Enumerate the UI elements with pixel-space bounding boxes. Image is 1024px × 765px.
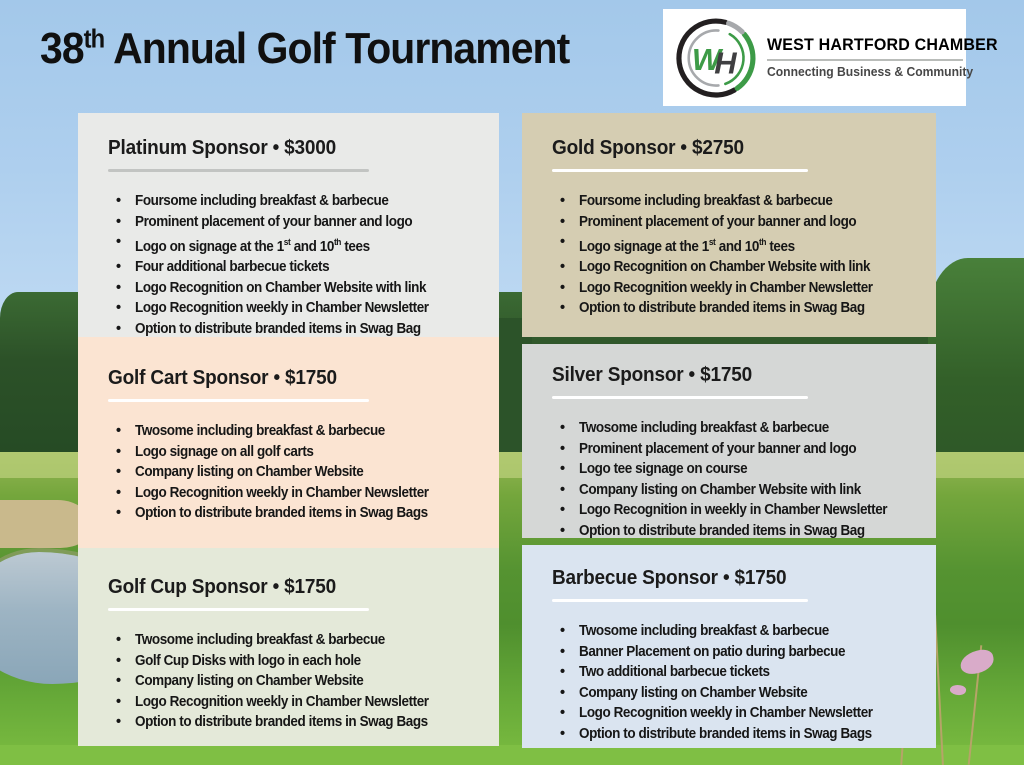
benefit-item: • Logo Recognition weekly in Chamber Newsletter: [110, 483, 471, 504]
card-divider: [108, 399, 369, 402]
benefit-item: • Foursome including breakfast & barbecue: [110, 191, 471, 212]
chamber-name: WEST HARTFORD CHAMBER: [767, 36, 998, 54]
logo-divider: [767, 59, 963, 61]
benefit-item: • Prominent placement of your banner and logo: [554, 439, 908, 460]
benefit-item: • Twosome including breakfast & barbecue: [110, 630, 471, 651]
benefit-item: • Logo tee signage on course: [554, 459, 908, 480]
benefit-item: • Two additional barbecue tickets: [554, 662, 908, 683]
sponsor-card: [78, 548, 499, 746]
benefit-item: • Logo on signage at the 1st and 10th tees: [110, 232, 471, 257]
benefit-list: [110, 191, 471, 339]
benefit-item: • Golf Cup Disks with logo in each hole: [110, 651, 471, 672]
benefit-list: [554, 621, 908, 744]
page-title: 38th Annual Golf Tournament: [40, 24, 570, 73]
card-divider: [108, 169, 369, 172]
sponsor-card-heading: Platinum Sponsor • $3000: [108, 137, 337, 159]
card-divider: [108, 608, 369, 611]
benefit-item: • Logo Recognition weekly in Chamber Newsletter: [554, 278, 908, 299]
benefit-item: • Option to distribute branded items in Swag Bag: [554, 521, 908, 542]
sponsor-card: [78, 113, 499, 337]
benefit-item: • Twosome including breakfast & barbecue: [110, 421, 471, 442]
wh-monogram-icon: [673, 15, 759, 101]
monogram-h: H: [714, 44, 737, 80]
benefit-item: • Logo Recognition weekly in Chamber Newsletter: [554, 703, 908, 724]
benefit-item: • Company listing on Chamber Website: [110, 671, 471, 692]
sponsor-card: [522, 344, 936, 538]
foreground-grass: [0, 745, 1024, 765]
sponsor-card: [522, 545, 936, 748]
sponsor-card-heading: Barbecue Sponsor • $1750: [552, 567, 787, 589]
monogram-w: W: [691, 41, 722, 77]
benefit-item: • Prominent placement of your banner and logo: [110, 212, 471, 233]
benefit-item: • Company listing on Chamber Website: [554, 683, 908, 704]
benefit-list: [554, 191, 908, 319]
benefit-item: • Company listing on Chamber Website with link: [554, 480, 908, 501]
chamber-logo: [663, 9, 998, 106]
benefit-item: • Logo Recognition weekly in Chamber Newsletter: [110, 298, 471, 319]
benefit-item: • Logo Recognition in weekly in Chamber Newsletter: [554, 500, 908, 521]
card-divider: [552, 599, 808, 602]
sponsor-card-heading: Silver Sponsor • $1750: [552, 364, 752, 386]
benefit-item: • Option to distribute branded items in Swag Bags: [554, 724, 908, 745]
benefit-item: • Banner Placement on patio during barbecue: [554, 642, 908, 663]
benefit-item: • Twosome including breakfast & barbecue: [554, 621, 908, 642]
sponsor-card: [78, 337, 499, 548]
sponsor-card: [522, 113, 936, 337]
benefit-item: • Option to distribute branded items in Swag Bags: [110, 712, 471, 733]
benefit-item: • Four additional barbecue tickets: [110, 257, 471, 278]
benefit-item: • Twosome including breakfast & barbecue: [554, 418, 908, 439]
benefit-item: • Option to distribute branded items in Swag Bag: [110, 319, 471, 340]
card-divider: [552, 396, 808, 399]
chamber-logo-text: [767, 36, 998, 79]
benefit-list: [110, 421, 471, 524]
benefit-item: • Logo Recognition weekly in Chamber Newsletter: [110, 692, 471, 713]
sponsor-card-heading: Golf Cart Sponsor • $1750: [108, 367, 337, 389]
chamber-tagline: Connecting Business & Community: [767, 65, 974, 79]
sponsor-card-heading: Golf Cup Sponsor • $1750: [108, 576, 337, 598]
benefit-list: [554, 418, 908, 541]
sponsor-card-heading: Gold Sponsor • $2750: [552, 137, 744, 159]
card-divider: [552, 169, 808, 172]
benefit-item: • Logo signage at the 1st and 10th tees: [554, 232, 908, 257]
benefit-item: • Prominent placement of your banner and logo: [554, 212, 908, 233]
benefit-item: • Foursome including breakfast & barbecue: [554, 191, 908, 212]
benefit-list: [110, 630, 471, 733]
benefit-item: • Logo Recognition on Chamber Website with link: [110, 278, 471, 299]
benefit-item: • Logo signage on all golf carts: [110, 442, 471, 463]
benefit-item: • Logo Recognition on Chamber Website with link: [554, 257, 908, 278]
benefit-item: • Option to distribute branded items in Swag Bags: [110, 503, 471, 524]
benefit-item: • Company listing on Chamber Website: [110, 462, 471, 483]
benefit-item: • Option to distribute branded items in Swag Bag: [554, 298, 908, 319]
